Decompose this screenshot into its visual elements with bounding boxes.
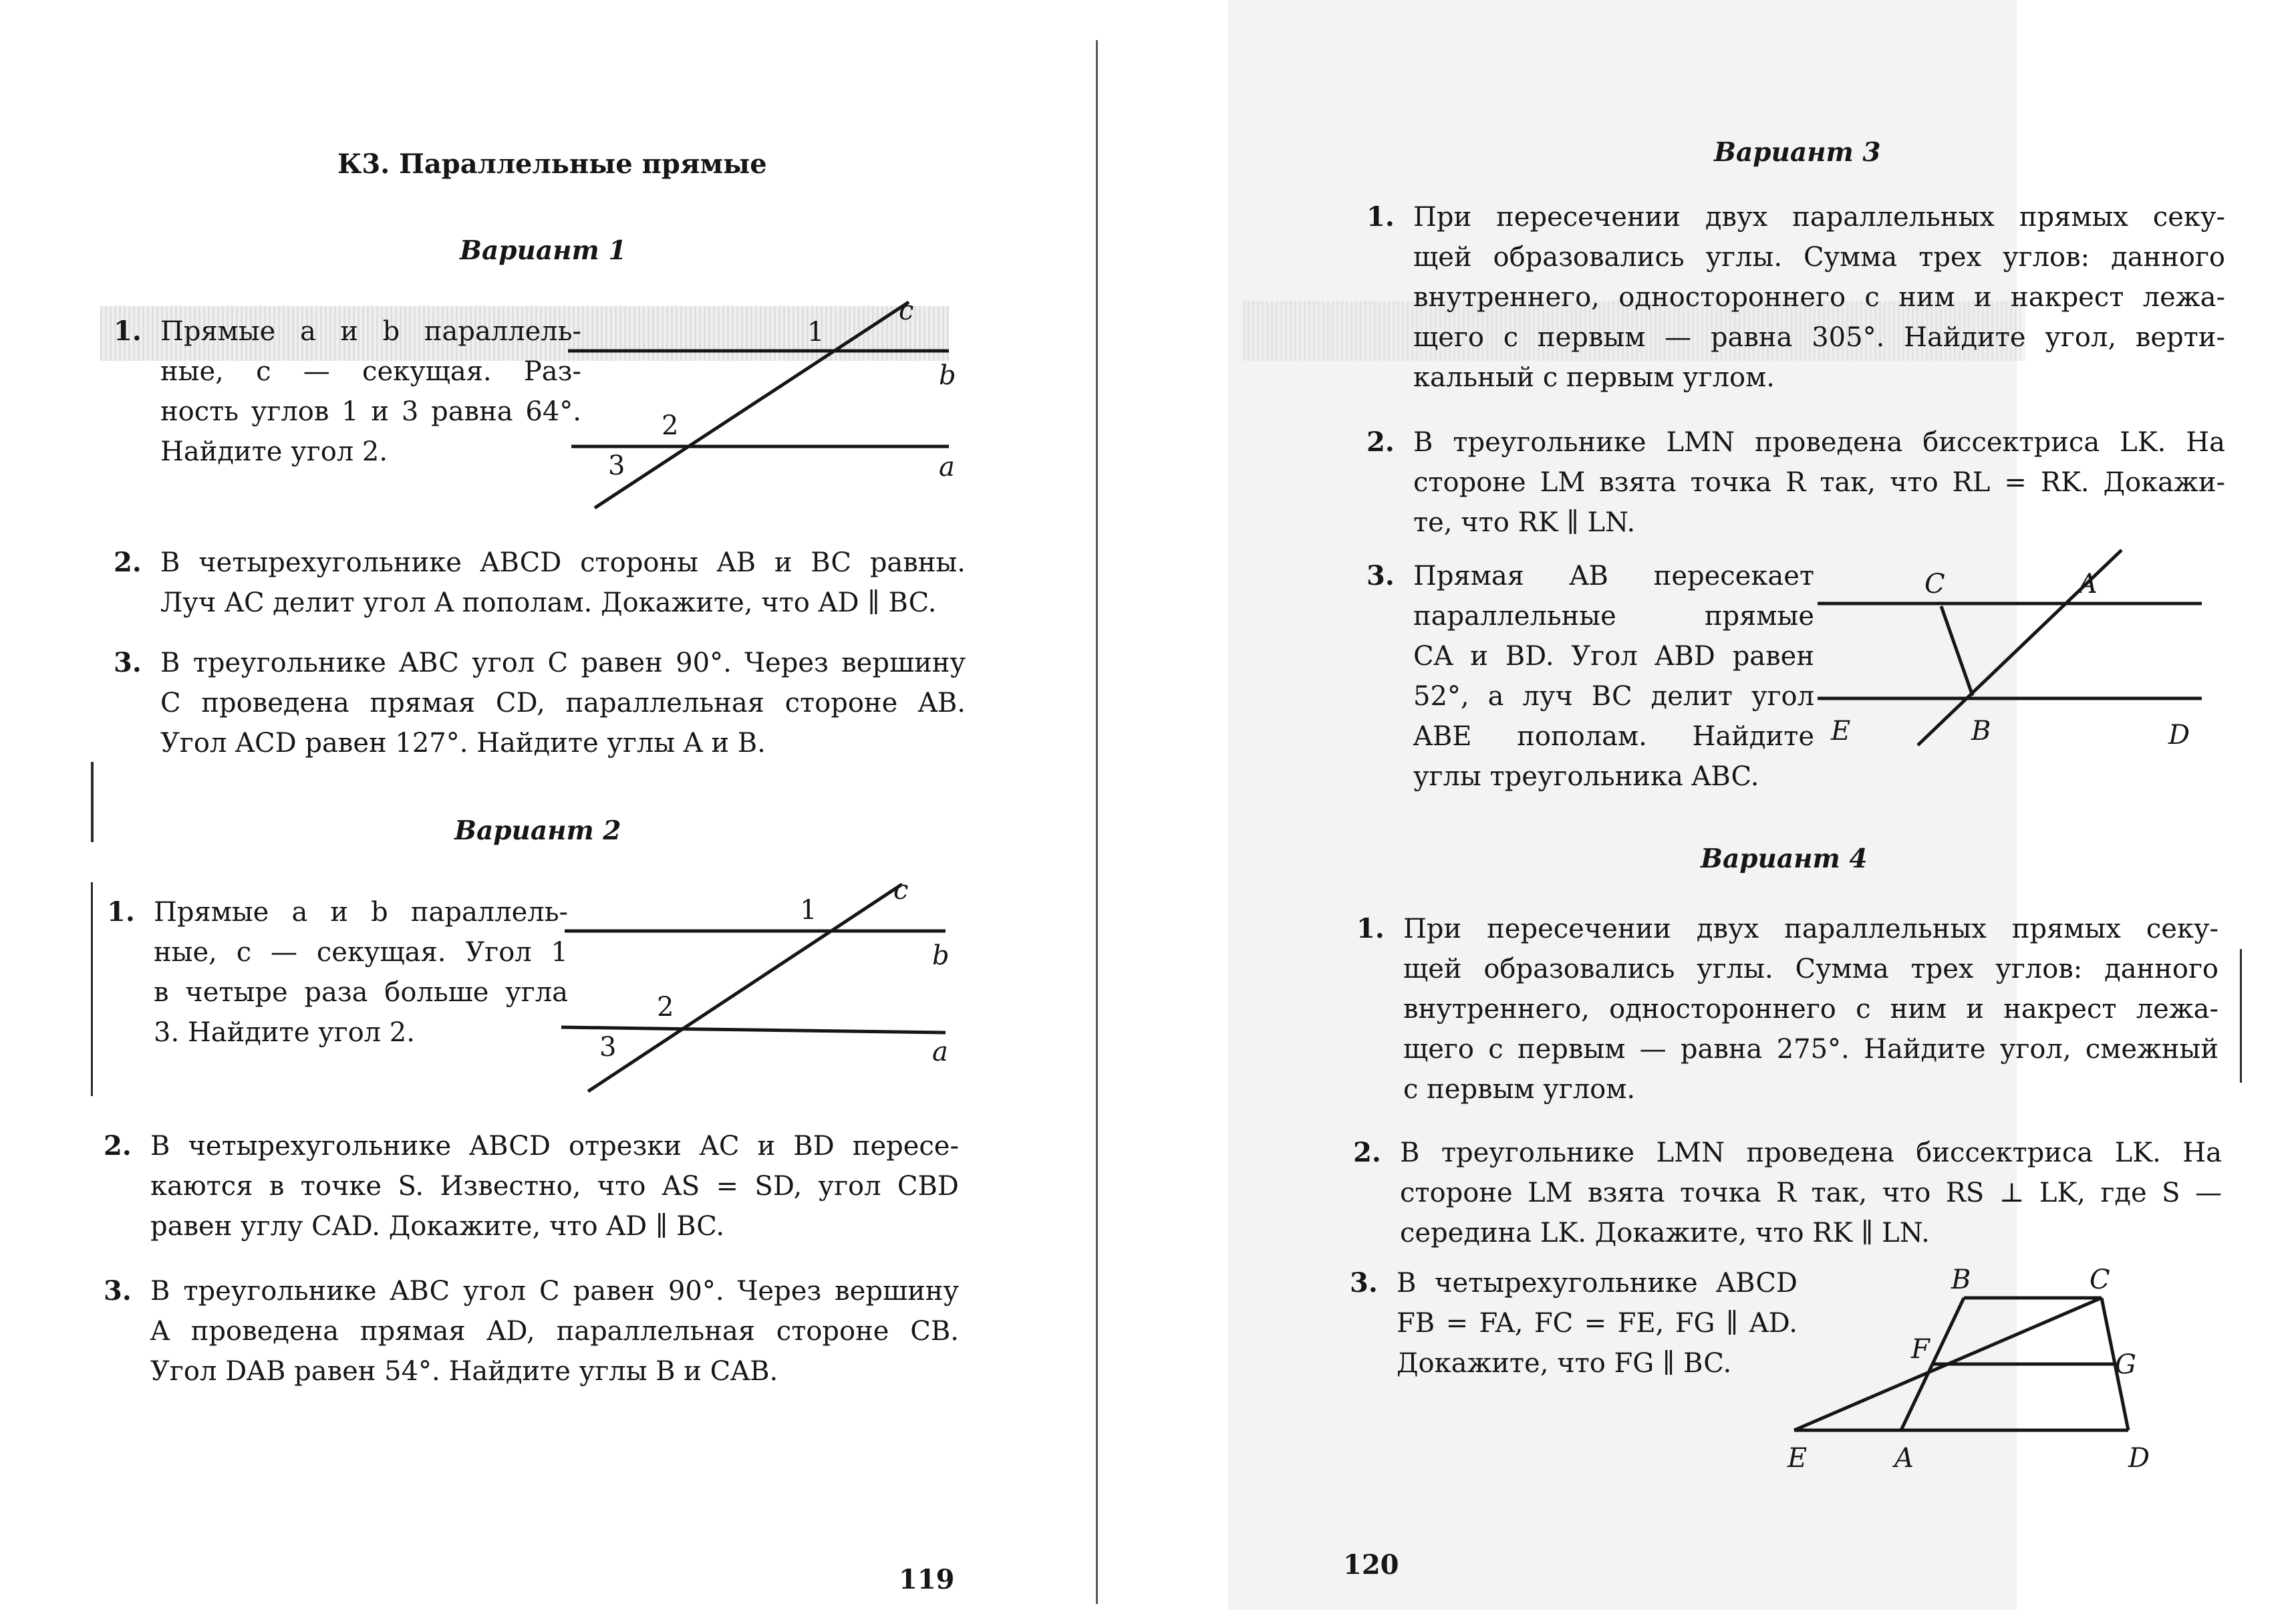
task-line: каются в точке S. Известно, что AS = SD, угол CBD: [150, 1171, 959, 1202]
scan-mark: [2240, 949, 2242, 1083]
task-number: 1.: [107, 896, 135, 928]
task-line: 3. Найдите угол 2.: [154, 1017, 415, 1048]
task-line: ность углов 1 и 3 равна 64°.: [160, 396, 581, 427]
point-label-B: B: [1971, 716, 1991, 747]
task-line: в четыре раза больше угла: [154, 977, 568, 1008]
point-label-D: D: [2128, 1443, 2150, 1474]
task-number: 1.: [1367, 201, 1395, 233]
line-label-b: b: [932, 940, 950, 971]
page-number: 120: [1343, 1549, 1399, 1581]
task-line: В треугольнике LMN проведена биссектриса LK. На: [1400, 1137, 2222, 1168]
task-line: В треугольнике ABC угол C равен 90°. Через вершину: [160, 648, 966, 678]
task-line: щего с первым — равна 275°. Найдите угол, смежный: [1403, 1034, 2218, 1065]
task-number: 1.: [114, 315, 142, 347]
point-label-G: G: [2115, 1349, 2136, 1380]
task-line: В четырехугольнике ABCD: [1397, 1268, 1798, 1299]
task-line: ные, c — секущая. Раз-: [160, 356, 581, 387]
task-line: кальный с первым углом.: [1413, 362, 1775, 393]
variant-3-title: Вариант 3: [1714, 137, 1881, 168]
task-line: 52°, а луч BC делит угол: [1413, 681, 1814, 712]
task-line: ABE пополам. Найдите: [1413, 721, 1814, 752]
task-line: FB = FA, FC = FE, FG ∥ AD.: [1397, 1308, 1798, 1339]
angle-label-2: 2: [657, 992, 674, 1023]
point-label-A: A: [1894, 1443, 1914, 1474]
point-label-A: A: [2078, 569, 2098, 599]
point-label-F: F: [1911, 1334, 1930, 1365]
task-line: Луч AC делит угол A пополам. Докажите, что AD ∥ BC.: [160, 587, 937, 618]
task-number: 3.: [1367, 560, 1395, 591]
task-line: ные, c — секущая. Угол 1: [154, 937, 568, 968]
line-label-a: a: [932, 1037, 948, 1067]
scan-mark: [91, 762, 94, 842]
line-a: [561, 1027, 946, 1033]
task-number: 2.: [104, 1130, 132, 1162]
variant-4-title: Вариант 4: [1701, 843, 1868, 874]
point-label-E: E: [1831, 716, 1851, 747]
v2-parallel-lines-figure: [558, 875, 972, 1099]
task-line: Докажите, что FG ∥ BC.: [1397, 1348, 1732, 1379]
task-number: 2.: [1367, 426, 1395, 458]
task-line: щей образовались углы. Сумма трех углов: данного: [1413, 242, 2225, 273]
task-line: В треугольнике LMN проведена биссектриса LK. На: [1413, 427, 2225, 458]
task-line: Угол DAB равен 54°. Найдите углы B и CAB.: [150, 1356, 778, 1387]
line-label-c: c: [893, 875, 909, 906]
task-line: Угол ACD равен 127°. Найдите углы A и B.: [160, 728, 766, 759]
task-line: В четырехугольнике ABCD стороны AB и BC равны.: [160, 547, 966, 578]
task-line: A проведена прямая AD, параллельная стороне CB.: [150, 1316, 959, 1347]
line-label-b: b: [939, 360, 956, 391]
task-line: внутреннего, одностороннего с ним и накрест лежа-: [1413, 282, 2225, 313]
task-line: щего с первым — равна 305°. Найдите угол, верти-: [1413, 322, 2225, 353]
line-label-c: c: [899, 295, 914, 326]
task-line: CA и BD. Угол ABD равен: [1413, 641, 1814, 672]
point-label-E: E: [1787, 1443, 1808, 1474]
angle-label-3: 3: [608, 450, 625, 481]
point-label-B: B: [1951, 1264, 1971, 1295]
point-label-C: C: [2090, 1264, 2110, 1295]
point-label-D: D: [2168, 720, 2190, 751]
task-line: При пересечении двух параллельных прямых секу-: [1413, 202, 2225, 233]
binding-line: [1096, 40, 1098, 1604]
task-line: Найдите угол 2.: [160, 436, 388, 467]
v4-quadrilateral-figure: [1781, 1263, 2195, 1484]
task-line: щей образовались углы. Сумма трех углов: данного: [1403, 954, 2218, 984]
angle-label-2: 2: [662, 410, 679, 441]
page-title: К3. Параллельные прямые: [337, 148, 767, 180]
task-number: 1.: [1356, 913, 1385, 944]
line-c: [595, 302, 909, 508]
task-line: равен углу CAD. Докажите, что AD ∥ BC.: [150, 1211, 725, 1242]
left-page: [0, 0, 1109, 1610]
task-line: При пересечении двух параллельных прямых секу-: [1403, 914, 2218, 944]
task-line: внутреннего, одностороннего с ним и накрест лежа-: [1403, 994, 2218, 1025]
task-line: Прямые a и b параллель-: [154, 897, 568, 928]
task-line: В треугольнике ABC угол C равен 90°. Через вершину: [150, 1276, 959, 1307]
page-number: 119: [899, 1564, 955, 1595]
line-label-a: a: [939, 452, 955, 483]
task-line: Прямая AB пересекает: [1413, 561, 1814, 591]
task-line: стороне LM взята точка R так, что RL = RK. Докажи-: [1413, 467, 2225, 498]
angle-label-1: 1: [807, 317, 825, 348]
angle-label-3: 3: [599, 1032, 617, 1063]
scan-mark: [91, 882, 93, 1096]
task-line: с первым углом.: [1403, 1074, 1636, 1105]
task-line: стороне LM взята точка R так, что RS ⊥ LK, где S —: [1400, 1178, 2222, 1208]
angle-label-1: 1: [800, 895, 817, 926]
task-number: 3.: [104, 1275, 132, 1307]
task-line: углы треугольника ABC.: [1413, 761, 1759, 792]
variant-2-title: Вариант 2: [454, 815, 621, 846]
line-c: [588, 884, 902, 1091]
task-line: В четырехугольнике ABCD отрезки AC и BD пересе-: [150, 1131, 959, 1162]
variant-1-title: Вариант 1: [460, 235, 627, 266]
task-number: 2.: [114, 547, 142, 578]
task-line: те, что RK ∥ LN.: [1413, 507, 1636, 538]
task-number: 3.: [1350, 1267, 1378, 1299]
v1-parallel-lines-figure: [561, 294, 976, 515]
task-line: Прямые a и b параллель-: [160, 316, 581, 347]
v3-figure: [1818, 545, 2245, 759]
task-line: середина LK. Докажите, что RK ∥ LN.: [1400, 1218, 1930, 1248]
task-line: C проведена прямая CD, параллельная стороне AB.: [160, 688, 966, 718]
task-line: параллельные прямые: [1413, 601, 1814, 632]
task-number: 3.: [114, 647, 142, 678]
task-number: 2.: [1353, 1137, 1381, 1168]
right-page: [1109, 0, 2296, 1610]
point-label-C: C: [1924, 569, 1945, 599]
ray-BC: [1941, 606, 1973, 696]
